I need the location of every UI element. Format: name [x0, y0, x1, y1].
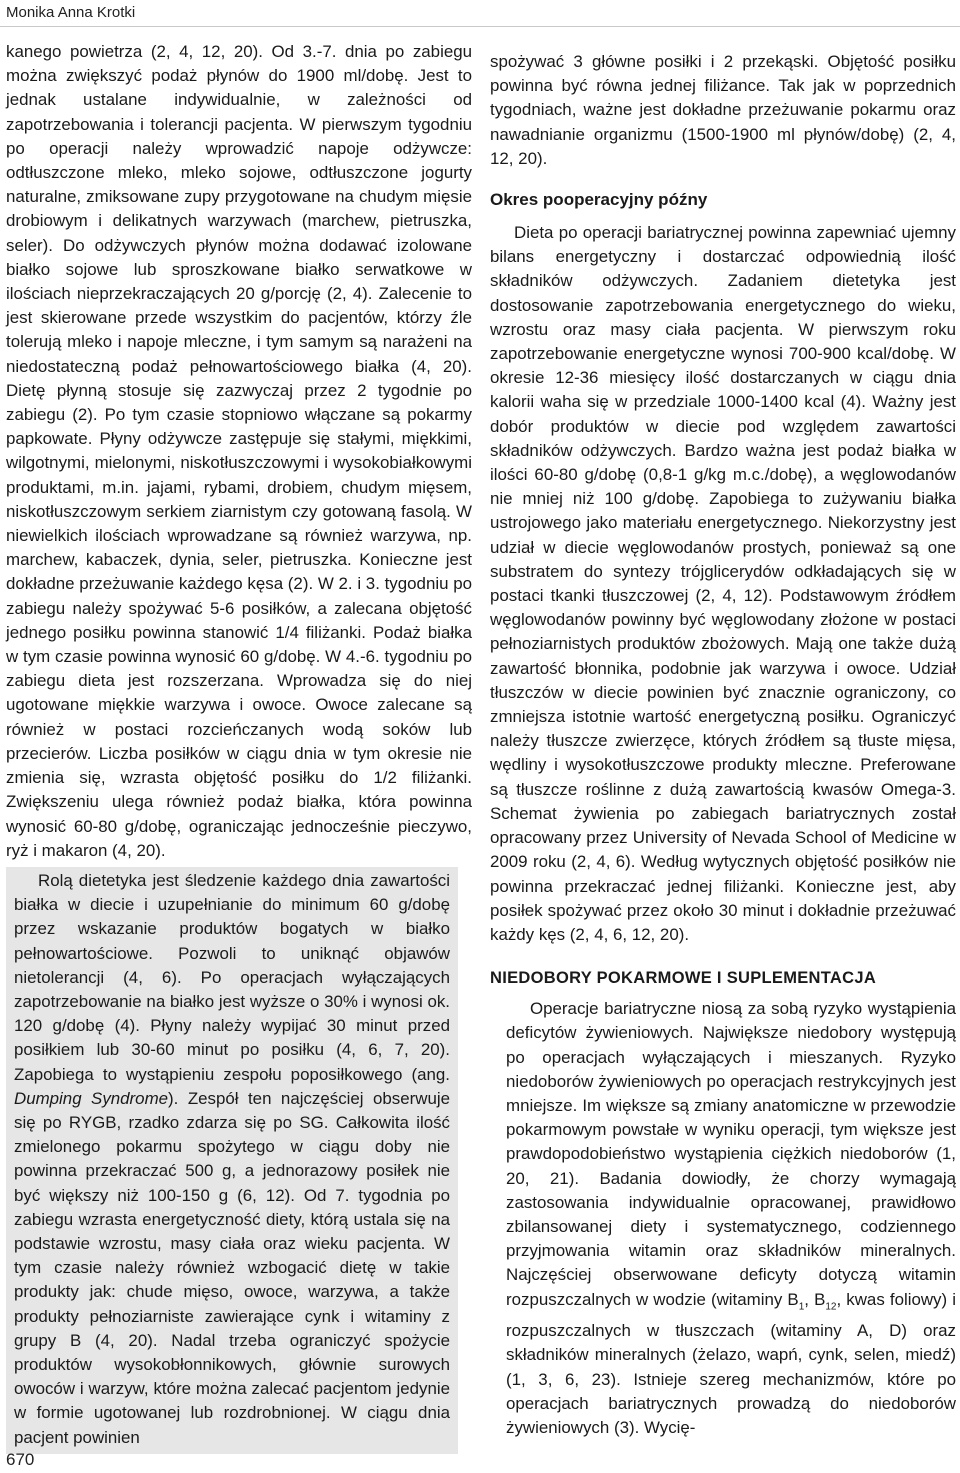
subscript-12: 12	[825, 1300, 837, 1312]
right-column	[490, 50, 956, 1440]
page-number: 670	[6, 1450, 35, 1469]
p3-text-b: , B	[804, 1289, 826, 1309]
subheading-late-period: Okres pooperacyjny późny	[490, 190, 708, 210]
left-paragraph-1: kanego powietrza (2, 4, 12, 20). Od 3.-7. dnia po zabiegu można zwiększyć podaż płynów do 1900 ml/dobę. Jest to jednak ustalane indywidualnie, w zależności od zapotrzebowania i tolerancji pacjenta. W pierwszym tygodniu po operacji należy wprowadzić napoje odżywcze: odtłuszczone mleko, mleko sojowe, odtłuszczone jogurty naturalne, zmiksowane zupy przygotowane na chudym mięsie drobiowym i delikatnych warzywach (marchew, pietruszka, seler). Do odżywczych płynów można dodawać izolowane białko sojowe lub sproszkowane białko serwatkowe w ilościach nieprzekraczających 20 g/porcję (2, 4). Zalecenie to jest skierowane przede wszystkim do pacjentów, którzy źle tolerują mleko i napoje mleczne, i tym samym są narażeni na niedostateczną podaż pełnowartościowego białka (4, 20). Dietę płynną stosuje się zazwyczaj przez 2 tygodnie po zabiegu (2). Po tym czasie stopniowo włączane są pokarmy papkowate. Płyny odżywcze zastępuje się stałymi, miękkimi, wilgotnymi, mielonymi, niskotłuszczowymi i wysokobiałkowymi produktami, m.in. jajami, rybami, drobiem, chudym mięsem, niskotłuszczowym serkiem ziarnistym czy gotowaną fasolą. W niewielkich ilościach wprowadzane są również warzywa, np. marchew, kabaczek, dynia, seler, pietruszka. Konieczne jest dokładne przeżuwanie każdego kęsa (2). W 2. i 3. tygodniu po zabiegu należy spożywać 5-6 posiłków, a zalecana objętość jednego posiłku powinna stanowić 1/4 filiżanki. Podaż białka w tym czasie powinna wynosić 60 g/dobę. W 4.-6. tygodniu po zabiegu dieta jest rozszerzana. Wprowadza się do niej ugotowane miękkie warzywa i owoce. Owoce zalecane są również w postaci rozcieńczanych wodą soków lub przecierów. Liczba posiłków w ciągu dnia w tym okresie nie zmienia się, wzrasta objętość posiłku do 1/2 filiżanki. Zwiększeniu ulega również podaż białka, która powinna wynosić 60-80 g/dobę, ograniczając jednocześnie pieczywo, ryż i makaron (4, 20).	[6, 42, 472, 860]
section-heading: NIEDOBORY POKARMOWE I SUPLEMENTACJA	[490, 969, 877, 988]
shaded-italic-term: Dumping Syndrome	[14, 1088, 169, 1108]
left-column	[6, 40, 472, 1454]
right-paragraph-2: Dieta po operacji bariatrycznej powinna zapewniać ujemny bilans energetyczny i dostarczać odpowiednią ilość składników odżywczych. Zadaniem dietetyka jest dostosowanie zapotrzebowania energetycznego do wieku, wzrostu oraz masy ciała pacjenta. W pierwszym roku zapotrzebowanie energetyczne wynosi 700-900 kcal/dobę. W okresie 12-36 miesięcy ilość dostarczanych w ciągu dnia kalorii waha się w przedziale 1000-1400 kcal (4). Ważny jest dobór produktów w diecie pod względem zawartości składników odżywczych. Bardzo ważna jest podaż białka w ilości 60-80 g/dobę (0,8-1 g/kg m.c./dobę), a węglowodanów nie mniej niż 100 g/dobę. Zapobiega to zużywaniu białka ustrojowego jako materiału energetycznego. Niekorzystny jest udział w diecie węglowodanów prostych, ponieważ są one substratem do syntezy trójglicerydów odkładających się w postaci tkanki tłuszczowej (2, 4, 12). Podstawowym źródłem węglowodanów powinny być węglowodany złożone w postaci pełnoziarnistych produktów zbożowych. Mają one także dużą zawartość błonnika, podobnie jak warzywa i owoce. Udział tłuszczów w diecie powinien być znacznie ograniczony, co zmniejsza istotnie wartość energetyczną posiłku. Ograniczyć należy tłuszcze zwierzęce, których źródłem są tłuste mięsa, wędliny i wysokotłuszczowe produkty mleczne. Preferowane są tłuszcze roślinne z dużą zawartością kwasów Omega-3. Schemat żywienia po zabiegach bariatrycznych został opracowany przez University of Nevada School of Medicine w 2009 roku (2, 4, 6). Według wytycznych objętość posiłków nie powinna przekraczać jednej filiżanki. Konieczne jest, aby posiłek spożywać przez około 30 minut i dokładnie przeżuwać każdy kęs (2, 4, 6, 12, 20).	[490, 223, 956, 944]
header-rule	[0, 26, 960, 27]
running-head-author: Monika Anna Krotki	[6, 4, 136, 21]
subscript-1: 1	[798, 1300, 805, 1312]
section-body	[490, 997, 956, 1440]
shaded-text-b: ). Zespół ten najczęściej obserwuje się po RYGB, rzadko zdarza się po SG. Całkowita ilość zmielonego pokarmu spożytego w ciągu doby nie powinna przekraczać 500 g, a jednorazowy posiłek nie być większy niż 100-150 g (6, 12). Od 7. tygodnia po zabiegu wzrasta energetyczność diety, którą ustala się na podstawie wzrostu, masy ciała oraz wieku pacjenta. W tym czasie należy również wzbogacić dietę w takie produkty jak: chude mięso, owoce, warzywa, a także produkty pełnoziarniste zawierające cynk i witaminy z grupy B (4, 20). Nadal trzeba ograniczyć spożycie produktów wysokobłonnikowych, głównie surowych owoców i warzyw, które można zalecać pacjentom jedynie w formie ugotowanej lub rozdrobnionej. W ciągu dnia pacjent powinien	[14, 1088, 450, 1447]
right-paragraph-3	[506, 997, 956, 1440]
p3-text-a: Operacje bariatryczne niosą za sobą ryzyko wystąpienia deficytów żywieniowych. Największe niedobory występują po operacjach wyłączających i mieszanych. Ryzyko niedoborów żywieniowych po operacjach restrykcyjnych jest mniejsze. Im większe są zmiany anatomiczne w przewodzie pokarmowym powstałe w wyniku operacji, tym większe jest prawdopodobieństwo wystąpienia ciężkich niedoborów (1, 20, 21). Badania dowiodły, że chorzy wymagają zastosowania indywidualnie opracowanej, prawidłowo zbilansowanej diety i systematycznego, codziennego przyjmowania witamin oraz składników mineralnych. Najczęściej obserwowane deficyty dotyczą witamin rozpuszczalnych w wodzie (witaminy B	[506, 999, 956, 1309]
shaded-text-a: Rolą dietetyka jest śledzenie każdego dnia zawartości białka w diecie i uzupełnianie do minimum 60 g/dobę przez wskazanie produktów bogatych w białko pełnowartościowe. Pozwoli to uniknąć objawów nietolerancji (4, 6). Po operacjach wyłączających zapotrzebowanie na białko jest wyższe o 30% i wynosi ok. 120 g/dobę (4). Płyny należy wypijać 30 minut przed posiłkiem lub 30-60 minut po posiłku (4, 6, 7, 20). Zapobiega to wystąpieniu zespołu poposiłkowego (ang.	[14, 870, 450, 1084]
shaded-box	[6, 867, 458, 1454]
right-paragraph-1: spożywać 3 główne posiłki i 2 przekąski. Objętość posiłku powinna być równa jednej filiżance. Tak jak w poprzednich tygodniach, ważne jest dokładne przeżuwanie pokarmu oraz nawadnianie organizmu (1500-1900 ml płynów/dobę) (2, 4, 12, 20).	[490, 52, 956, 168]
shaded-paragraph	[14, 869, 450, 1450]
p3-text-c: , kwas foliowy) i rozpuszczalnych w tłuszczach (witaminy A, D) oraz składników mineralnych (żelazo, wapń, cynk, selen, miedź) (1, 3, 6, 23). Istnieje szereg mechanizmów, które po operacjach bariatrycznych prowadzą do niedoborów żywieniowych (3). Wycię-	[506, 1289, 956, 1437]
